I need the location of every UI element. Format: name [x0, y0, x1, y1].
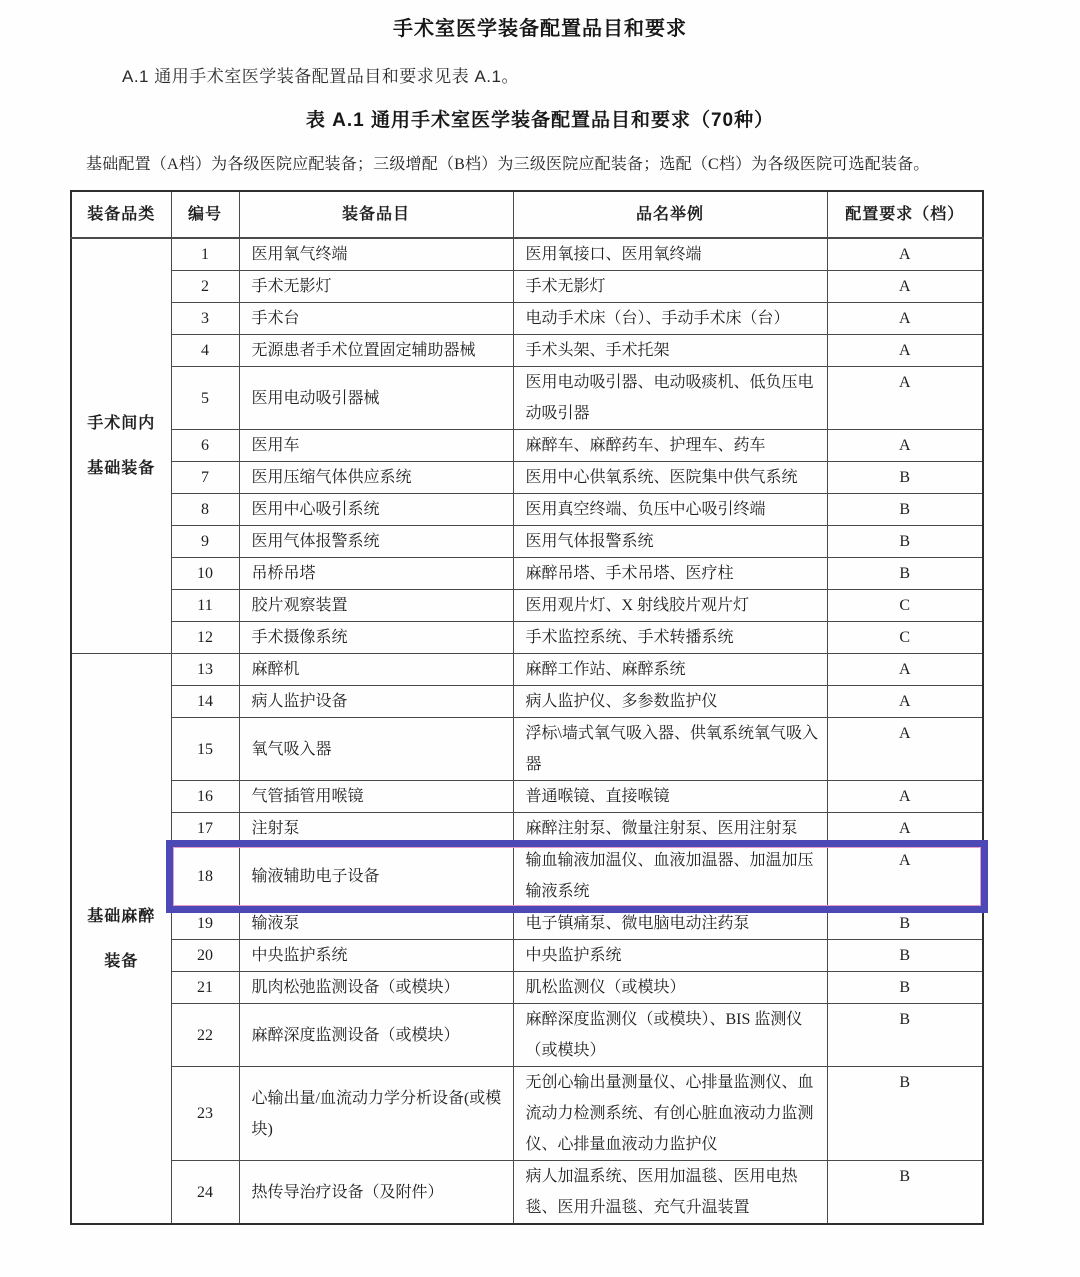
grade-cell: A [827, 654, 983, 686]
table-row [71, 686, 983, 718]
table-row [71, 526, 983, 558]
row-number-cell: 16 [171, 781, 239, 813]
grade-cell: B [827, 462, 983, 494]
table-row [71, 781, 983, 813]
row-number-cell: 7 [171, 462, 239, 494]
table-row [71, 367, 983, 430]
grade-cell: A [827, 686, 983, 718]
grade-cell: B [827, 1067, 983, 1161]
row-number-cell: 9 [171, 526, 239, 558]
examples-cell: 麻醉工作站、麻醉系统 [513, 654, 827, 686]
examples-cell: 医用电动吸引器、电动吸痰机、低负压电动吸引器 [513, 367, 827, 430]
row-number-cell: 21 [171, 972, 239, 1004]
header-row [71, 191, 983, 238]
item-name-cell: 输液泵 [239, 908, 513, 940]
item-name-cell: 麻醉机 [239, 654, 513, 686]
examples-cell: 医用真空终端、负压中心吸引终端 [513, 494, 827, 526]
item-name-cell: 气管插管用喉镜 [239, 781, 513, 813]
examples-cell: 麻醉注射泵、微量注射泵、医用注射泵 [513, 813, 827, 845]
row-number-cell: 17 [171, 813, 239, 845]
row-number-cell: 10 [171, 558, 239, 590]
category-cell [71, 238, 171, 654]
examples-cell: 浮标\墙式氧气吸入器、供氧系统氧气吸入器 [513, 718, 827, 781]
item-name-cell: 医用氧气终端 [239, 238, 513, 271]
header-category: 装备品类 [71, 191, 171, 238]
examples-cell: 医用观片灯、X 射线胶片观片灯 [513, 590, 827, 622]
row-number-cell: 24 [171, 1161, 239, 1225]
grade-cell: B [827, 494, 983, 526]
item-name-cell: 肌肉松弛监测设备（或模块） [239, 972, 513, 1004]
examples-cell: 肌松监测仪（或模块） [513, 972, 827, 1004]
item-name-cell: 吊桥吊塔 [239, 558, 513, 590]
item-name-cell: 热传导治疗设备（及附件） [239, 1161, 513, 1225]
examples-cell: 医用氧接口、医用氧终端 [513, 238, 827, 271]
examples-cell: 电子镇痛泵、微电脑电动注药泵 [513, 908, 827, 940]
item-name-cell: 手术摄像系统 [239, 622, 513, 654]
row-number-cell: 2 [171, 271, 239, 303]
grade-cell: A [827, 335, 983, 367]
table-row [71, 813, 983, 845]
table-row [71, 1067, 983, 1161]
examples-cell: 输血输液加温仪、血液加温器、加温加压输液系统 [513, 845, 827, 908]
item-name-cell: 无源患者手术位置固定辅助器械 [239, 335, 513, 367]
item-name-cell: 心输出量/血流动力学分析设备(或模块) [239, 1067, 513, 1161]
table-row [71, 335, 983, 367]
item-name-cell: 医用压缩气体供应系统 [239, 462, 513, 494]
row-number-cell: 4 [171, 335, 239, 367]
grade-cell: B [827, 940, 983, 972]
item-name-cell: 注射泵 [239, 813, 513, 845]
row-number-cell: 13 [171, 654, 239, 686]
table-row [71, 622, 983, 654]
row-number-cell: 23 [171, 1067, 239, 1161]
item-name-cell: 麻醉深度监测设备（或模块） [239, 1004, 513, 1067]
grade-cell: A [827, 430, 983, 462]
grade-cell: A [827, 367, 983, 430]
grade-cell: A [827, 813, 983, 845]
table-row [71, 462, 983, 494]
table-row [71, 654, 983, 686]
row-number-cell: 5 [171, 367, 239, 430]
grade-cell: A [827, 845, 983, 908]
item-name-cell: 医用气体报警系统 [239, 526, 513, 558]
table-row [71, 430, 983, 462]
category-label: 基础麻醉装备 [87, 907, 156, 970]
grade-cell: B [827, 526, 983, 558]
header-item: 装备品目 [239, 191, 513, 238]
table-row [71, 271, 983, 303]
header-number: 编号 [171, 191, 239, 238]
row-number-cell: 14 [171, 686, 239, 718]
item-name-cell: 手术台 [239, 303, 513, 335]
table-row [71, 718, 983, 781]
row-number-cell: 1 [171, 238, 239, 271]
item-name-cell: 输液辅助电子设备 [239, 845, 513, 908]
grade-cell: C [827, 622, 983, 654]
item-name-cell: 病人监护设备 [239, 686, 513, 718]
row-number-cell: 6 [171, 430, 239, 462]
table-caption: 表 A.1 通用手术室医学装备配置品目和要求（70种） [305, 110, 775, 131]
grade-cell: A [827, 271, 983, 303]
table-row [71, 940, 983, 972]
item-name-cell: 医用中心吸引系统 [239, 494, 513, 526]
examples-cell: 病人监护仪、多参数监护仪 [513, 686, 827, 718]
document-title: 手术室医学装备配置品目和要求 [393, 18, 687, 40]
examples-cell: 普通喉镜、直接喉镜 [513, 781, 827, 813]
item-name-cell: 医用电动吸引器械 [239, 367, 513, 430]
table-row [71, 558, 983, 590]
grade-cell: A [827, 238, 983, 271]
header-grade: 配置要求（档） [827, 191, 983, 238]
table-row [71, 908, 983, 940]
item-name-cell: 手术无影灯 [239, 271, 513, 303]
grade-cell: B [827, 558, 983, 590]
grade-cell: B [827, 1161, 983, 1225]
examples-cell: 手术监控系统、手术转播系统 [513, 622, 827, 654]
row-number-cell: 22 [171, 1004, 239, 1067]
examples-cell: 病人加温系统、医用加温毯、医用电热毯、医用升温毯、充气升温装置 [513, 1161, 827, 1225]
examples-cell: 医用气体报警系统 [513, 526, 827, 558]
table-row [71, 845, 983, 908]
item-name-cell: 胶片观察装置 [239, 590, 513, 622]
row-number-cell: 8 [171, 494, 239, 526]
examples-cell: 手术头架、手术托架 [513, 335, 827, 367]
examples-cell: 电动手术床（台）、手动手术床（台） [513, 303, 827, 335]
item-name-cell: 中央监护系统 [239, 940, 513, 972]
examples-cell: 麻醉深度监测仪（或模块）、BIS 监测仪（或模块） [513, 1004, 827, 1067]
header-examples: 品名举例 [513, 191, 827, 238]
grade-cell: B [827, 972, 983, 1004]
examples-cell: 手术无影灯 [513, 271, 827, 303]
grade-cell: A [827, 718, 983, 781]
clause-text: A.1 通用手术室医学装备配置品目和要求见表 A.1。 [122, 67, 519, 86]
grade-cell: A [827, 303, 983, 335]
table-row [71, 303, 983, 335]
examples-cell: 麻醉车、麻醉药车、护理车、药车 [513, 430, 827, 462]
row-number-cell: 12 [171, 622, 239, 654]
category-cell [71, 654, 171, 1225]
examples-cell: 无创心输出量测量仪、心排量监测仪、血流动力检测系统、有创心脏血液动力监测仪、心排量血液动力监护仪 [513, 1067, 827, 1161]
examples-cell: 医用中心供氧系统、医院集中供气系统 [513, 462, 827, 494]
row-number-cell: 18 [171, 845, 239, 908]
equipment-table-header [71, 191, 983, 238]
grade-cell: B [827, 1004, 983, 1067]
grade-cell: B [827, 908, 983, 940]
row-number-cell: 3 [171, 303, 239, 335]
examples-cell: 麻醉吊塔、手术吊塔、医疗柱 [513, 558, 827, 590]
category-label: 手术间内基础装备 [87, 415, 156, 477]
grade-cell: C [827, 590, 983, 622]
row-number-cell: 20 [171, 940, 239, 972]
table-row [71, 972, 983, 1004]
equipment-table-body [71, 238, 983, 1224]
grade-cell: A [827, 781, 983, 813]
equipment-table [70, 190, 984, 1225]
row-number-cell: 11 [171, 590, 239, 622]
row-number-cell: 19 [171, 908, 239, 940]
item-name-cell: 医用车 [239, 430, 513, 462]
item-name-cell: 氧气吸入器 [239, 718, 513, 781]
table-row [71, 1004, 983, 1067]
row-number-cell: 15 [171, 718, 239, 781]
table-row [71, 590, 983, 622]
table-note: 基础配置（A档）为各级医院应配装备；三级增配（B档）为三级医院应配装备；选配（C档）为各级医院可选配装备。 [86, 156, 930, 173]
table-row [71, 238, 983, 271]
table-row [71, 494, 983, 526]
examples-cell: 中央监护系统 [513, 940, 827, 972]
table-row [71, 1161, 983, 1225]
